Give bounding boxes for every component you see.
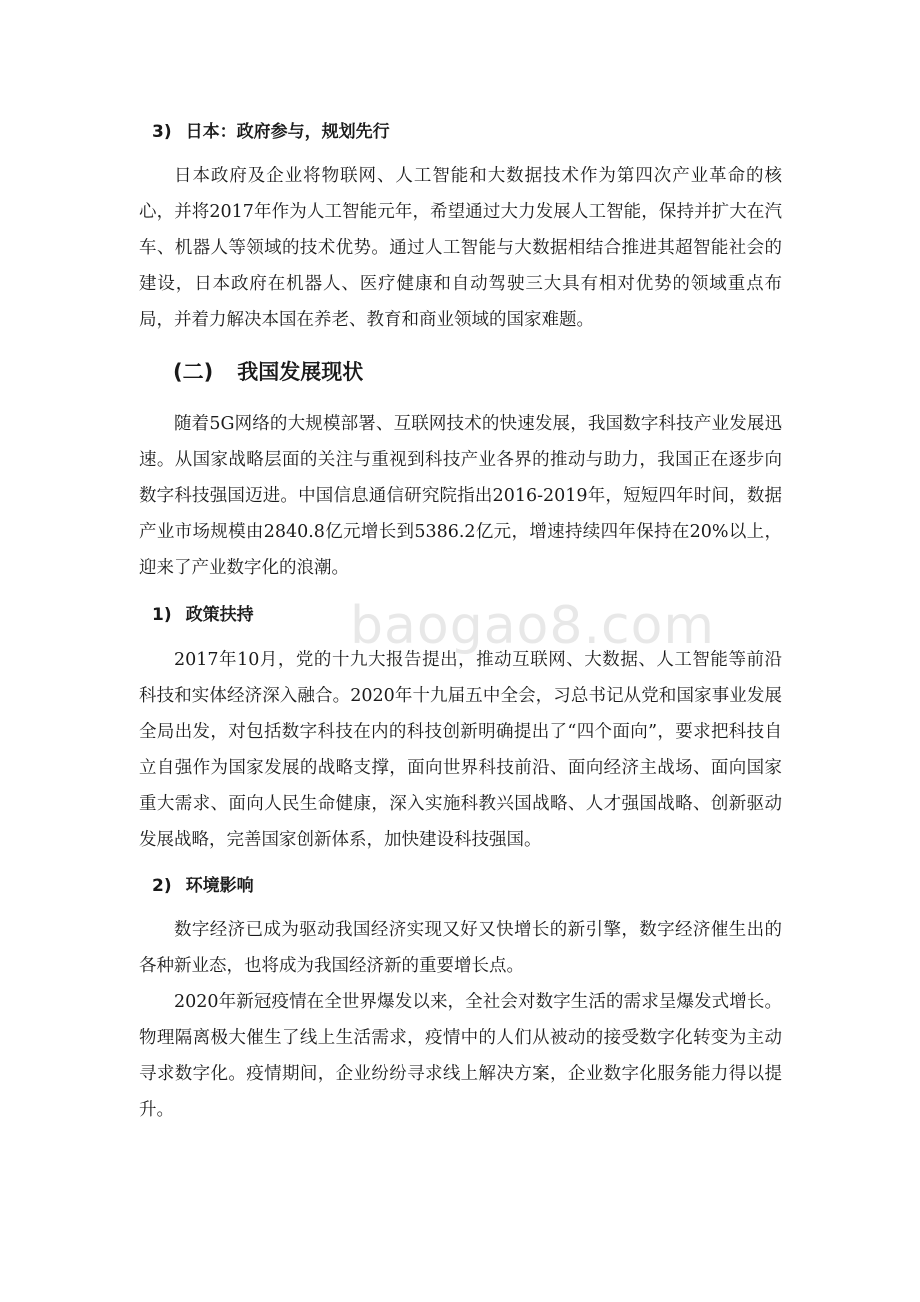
- paragraph-environment-1: 数字经济已成为驱动我国经济实现又好又快增长的新引擎，数字经济催生出的各种新业态，也将成为我国经济新的重要增长点。: [139, 920, 782, 976]
- watermark: baogao8.com: [350, 596, 716, 656]
- section-title: 政策扶持: [185, 605, 254, 625]
- paragraph-policy: 2017年10月，党的十九大报告提出，推动互联网、大数据、人工智能等前沿科技和实体经济深入融合。2020年十九届五中全会，习总书记从党和国家事业发展全局出发，对包括数字科技在内的科技创新明确提出了“四个面向”，要求把科技自立自强作为国家发展的战略支撑，面向世界科技前沿、面向经济主战场、面向国家重大需求、面向人民生命健康，深入实施科教兴国战略、人才强国战略、创新驱动发展战略，完善国家创新体系，加快建设科技强国。: [139, 650, 782, 850]
- section-number: 2): [152, 876, 172, 896]
- section-heading-policy: [152, 603, 254, 627]
- section-heading-environment: [152, 874, 254, 898]
- paragraph-japan: 日本政府及企业将物联网、人工智能和大数据技术作为第四次产业革命的核心，并将2017年作为人工智能元年，希望通过大力发展人工智能，保持并扩大在汽车、机器人等领域的技术优势。通过人工智能与大数据相结合推进其超智能社会的建设，日本政府在机器人、医疗健康和自动驾驶三大具有相对优势的领域重点布局，并着力解决本国在养老、教育和商业领域的国家难题。: [139, 166, 782, 330]
- section-number: 3): [152, 122, 172, 142]
- section-heading-china-status: [173, 357, 363, 387]
- section-title: 我国发展现状: [237, 360, 364, 384]
- section-number: 1): [152, 605, 172, 625]
- section-heading-japan: [152, 120, 390, 144]
- section-title: 日本：政府参与，规划先行: [185, 122, 390, 142]
- paragraph-china-status: 随着5G网络的大规模部署、互联网技术的快速发展，我国数字科技产业发展迅速。从国家战略层面的关注与重视到科技产业各界的推动与助力，我国正在逐步向数字科技强国迈进。中国信息通信研究院指出2016-2019年，短短四年时间，数据产业市场规模由2840.8亿元增长到5386.2亿元，增速持续四年保持在20%以上，迎来了产业数字化的浪潮。: [139, 414, 782, 578]
- paragraph-environment-2: 2020年新冠疫情在全世界爆发以来，全社会对数字生活的需求呈爆发式增长。物理隔离极大催生了线上生活需求，疫情中的人们从被动的接受数字化转变为主动寻求数字化。疫情期间，企业纷纷寻求线上解决方案，企业数字化服务能力得以提升。: [139, 992, 782, 1120]
- section-title: 环境影响: [185, 876, 254, 896]
- section-number: (二): [173, 360, 214, 384]
